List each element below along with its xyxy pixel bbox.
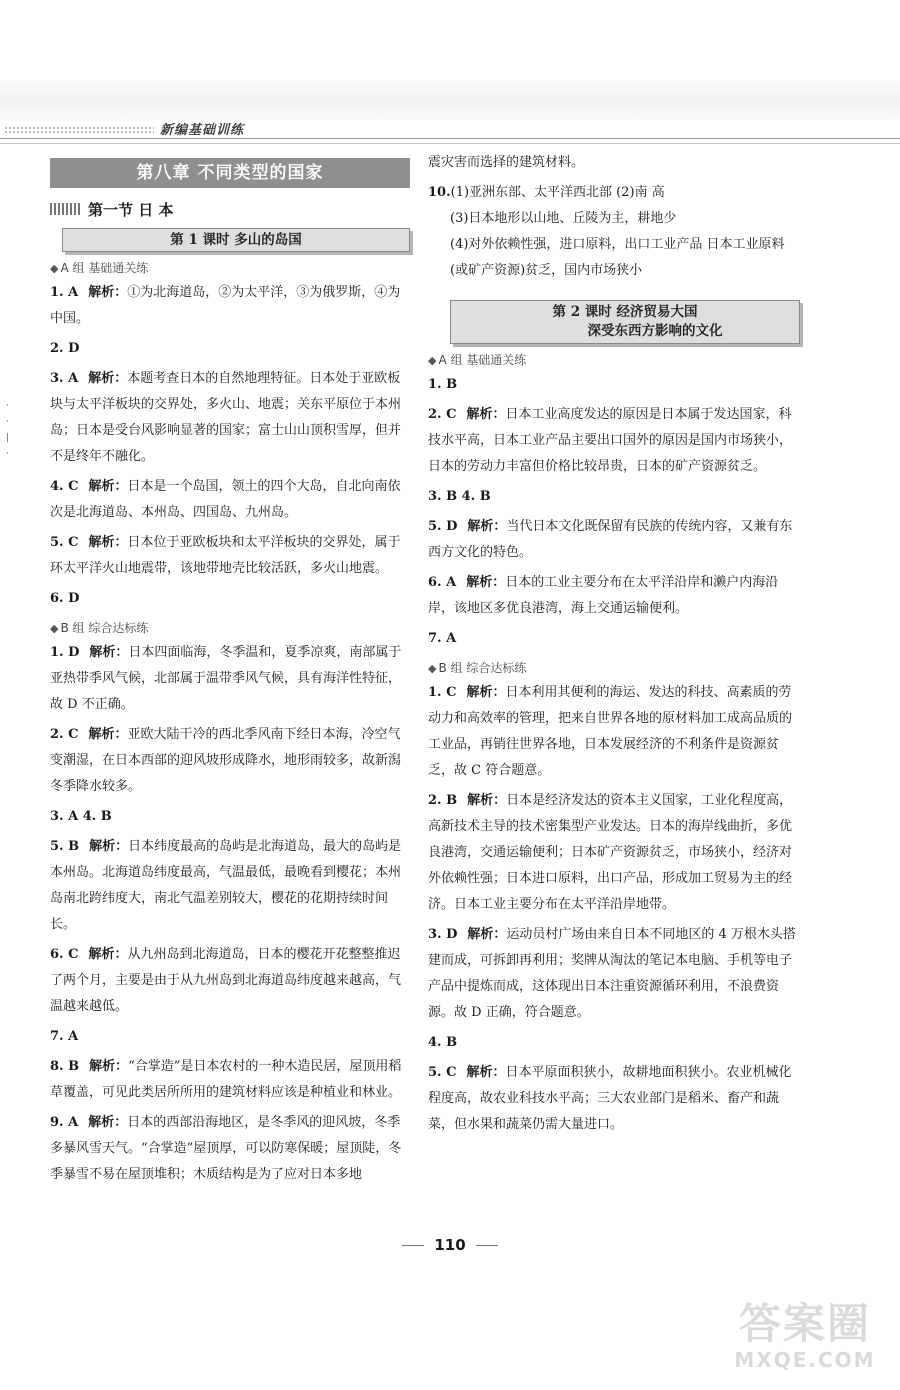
- answer-item: [428, 788, 800, 918]
- analysis-text: 运动员村广场由来自日本不同地区的 4 万根木头搭建而成，可拆卸再利用；奖牌从淘汰的笔记本电脑、手机等电子产品中提炼而成，这体现出日本注重资源循环利用，不浪费资源。故 D 正确，符合题意。: [428, 927, 796, 1020]
- answer-10-part-4: (4)对外依赖性强，进口原料，出口工业产品 日本工业原料(或矿产资源)贫乏，国内市场狭小: [450, 237, 785, 278]
- answer-item: [50, 336, 410, 362]
- analysis-label: 解析：: [467, 519, 507, 534]
- header-title: 新编基础训练: [160, 123, 245, 138]
- answer-item: [428, 922, 800, 1026]
- answer-item: [428, 372, 800, 398]
- analysis-label: 解析：: [466, 407, 506, 422]
- answer-number: 3. D: [428, 927, 458, 942]
- answer-number: 9. A: [50, 1115, 79, 1130]
- analysis-label: 解析：: [88, 371, 128, 386]
- group-a-label: ◆ A 组 基础通关练: [428, 353, 527, 367]
- diamond-icon: ◆: [50, 262, 59, 275]
- right-column: [428, 150, 800, 1142]
- footer-dash: [402, 1245, 424, 1246]
- analysis-text: 日本的西部沿海地区，是冬季风的迎风坡，冬季多暴风雪天气。“合掌造”屋顶厚，可以防寒保暖；屋顶陡，冬季暴雪不易在屋顶堆积；木质结构是为了应对日本多地: [50, 1115, 402, 1182]
- answer-item: [428, 514, 800, 566]
- analysis-label: 解析：: [88, 1115, 128, 1130]
- answer-number: 2. B: [428, 793, 458, 808]
- analysis-label: 解析：: [88, 947, 128, 962]
- answer-item: [428, 626, 800, 652]
- answer-item: [50, 586, 410, 612]
- answer-number: 7. A: [428, 631, 457, 646]
- analysis-text: “合掌造”是日本农村的一种木造民居，屋顶用稻草覆盖，可见此类居所所用的建筑材料应该是种植业和林业。: [50, 1059, 402, 1100]
- header-dot-pattern: [4, 126, 154, 134]
- answer-number: 4. C: [50, 479, 79, 494]
- answer-number: 1. D: [50, 645, 80, 660]
- answer-number: 5. D: [428, 519, 458, 534]
- lesson-2-title-line1: 第 2 课时 经济贸易大国: [552, 304, 698, 320]
- binding-marks: · · | ·: [6, 401, 10, 459]
- answer-item: [428, 1060, 800, 1138]
- answer-number: 3. A 4. B: [50, 809, 112, 824]
- analysis-label: 解析：: [89, 1059, 129, 1074]
- analysis-label: 解析：: [466, 1065, 506, 1080]
- lesson-2-title-line2: 深受东西方影响的文化: [587, 323, 723, 339]
- analysis-text: 日本利用其便利的海运、发达的科技、高素质的劳动力和高效率的管理，把来自世界各地的原材料加工成高品质的工业品，再销往世界各地，日本发展经济的不利条件是资源贫乏，故 C 符合题意。: [428, 685, 793, 778]
- answer-10-part-1: (1)亚洲东部、太平洋西北部 (2)南 高: [450, 185, 665, 200]
- answer-item: [428, 570, 800, 622]
- left-group-b-answers: [50, 640, 410, 1188]
- analysis-label: 解析：: [88, 535, 128, 550]
- answer-number: 8. B: [50, 1059, 80, 1074]
- answer-item: [50, 530, 410, 582]
- section-title: 第一节 日 本: [88, 200, 174, 219]
- analysis-label: 解析：: [467, 927, 507, 942]
- answer-number: 2. C: [428, 407, 457, 422]
- footer-dash: [476, 1245, 498, 1246]
- analysis-label: 解析：: [88, 479, 128, 494]
- page-footer: [0, 1236, 900, 1254]
- section-stripes-icon: [50, 203, 82, 215]
- answer-10-part-3: (3)日本地形以山地、丘陵为主，耕地少: [450, 211, 677, 226]
- answer-item: [428, 1030, 800, 1056]
- analysis-label: 解析：: [89, 645, 129, 660]
- diamond-icon: ◆: [50, 622, 59, 635]
- analysis-text: 日本的工业主要分布在太平洋沿岸和濑户内海沿岸，该地区多优良港湾，海上交通运输便利。: [428, 575, 779, 616]
- answer-item: [50, 1024, 410, 1050]
- answer-number: 6. D: [50, 591, 80, 606]
- analysis-label: 解析：: [466, 575, 506, 590]
- analysis-text: 本题考查日本的自然地理特征。日本处于亚欧板块与太平洋板块的交界处，多火山、地震；关东平原位于本州岛；日本是受台风影响显著的国家；富士山山顶积雪厚，但并不是终年不融化。: [50, 371, 402, 464]
- answer-number: 7. A: [50, 1029, 79, 1044]
- analysis-text: 日本工业高度发达的原因是日本属于发达国家，科技水平高，日本工业产品主要出口国外的原因是国内市场狭小，日本的劳动力丰富但价格比较昂贵，日本的矿产资源贫乏。: [428, 407, 793, 474]
- analysis-label: 解析：: [88, 285, 128, 300]
- group-a-label: ◆ A 组 基础通关练: [50, 261, 149, 275]
- page-number: 110: [434, 1236, 466, 1254]
- analysis-text: 日本四面临海，冬季温和，夏季凉爽，南部属于亚热带季风气候，北部属于温带季风气候，具有海洋性特征，故 D 不正确。: [50, 645, 402, 712]
- watermark-en: MXQE.COM: [734, 1348, 876, 1372]
- answer-item: [50, 1054, 410, 1106]
- analysis-text: 日本是经济发达的资本主义国家，工业化程度高，高新技术主导的技术密集型产业发达。日本的海岸线曲折，多优良港湾，交通运输便利；日本矿产资源贫乏，市场狭小，经济对外依赖性强；日本进口原料，出口产品，形成加工贸易为主的经济。日本工业主要分布在太平洋沿岸地带。: [428, 793, 793, 912]
- left-column: [50, 150, 410, 1192]
- analysis-label: 解析：: [88, 727, 128, 742]
- answer-number: 1. C: [428, 685, 457, 700]
- scan-shadow-band: [0, 80, 900, 120]
- answer-number: 2. D: [50, 341, 80, 356]
- right-group-b-answers: [428, 680, 800, 1138]
- answer-number: 1. B: [428, 377, 458, 392]
- answer-item: [50, 640, 410, 718]
- left-group-a-answers: [50, 280, 410, 612]
- answer-item: [50, 280, 410, 332]
- analysis-text: 从九州岛到北海道岛，日本的樱花开花整整推迟了两个月，主要是由于从九州岛到北海道岛纬度越来越高，气温越来越低。: [50, 947, 402, 1014]
- answer-item: [428, 484, 800, 510]
- answer-item: [50, 722, 410, 800]
- analysis-label: 解析：: [89, 839, 129, 854]
- answer-number: 1. A: [50, 285, 79, 300]
- analysis-text: 日本位于亚欧板块和太平洋板块的交界处，属于环太平洋火山地震带，该地带地壳比较活跃，多火山地震。: [50, 535, 401, 576]
- answer-item: [50, 474, 410, 526]
- section-heading: [50, 196, 410, 222]
- analysis-text: 日本纬度最高的岛屿是北海道岛，最大的岛屿是本州岛。北海道岛纬度最高，气温最低，最晚看到樱花；本州岛南北跨纬度大，南北气温差别较大，樱花的花期持续时间长。: [50, 839, 402, 932]
- answer-10: [428, 180, 800, 284]
- group-b-label: ◆ B 组 综合达标练: [428, 661, 527, 675]
- answer-item: [50, 834, 410, 938]
- group-b-label: ◆ B 组 综合达标练: [50, 621, 149, 635]
- analysis-text: 日本平原面积狭小，故耕地面积狭小。农业机械化程度高，故农业科技水平高；三大农业部门是稻米、畜产和蔬菜，但水果和蔬菜仍需大量进口。: [428, 1065, 792, 1132]
- watermark-logo: [720, 1300, 890, 1380]
- answer-item: [428, 402, 800, 480]
- header-rule: [0, 138, 900, 144]
- answer-number: 5. C: [50, 535, 79, 550]
- continuation-text: 震灾害而选择的建筑材料。: [428, 155, 585, 170]
- analysis-text: 亚欧大陆干冷的西北季风南下经日本海，冷空气变潮湿，在日本西部的迎风坡形成降水，地形雨较多，故新潟冬季降水较多。: [50, 727, 402, 794]
- answer-item: [428, 680, 800, 784]
- answer-number: 5. C: [428, 1065, 457, 1080]
- answer-item: [50, 942, 410, 1020]
- answer-number: 6. C: [50, 947, 79, 962]
- diamond-icon: ◆: [428, 662, 437, 675]
- right-group-a-answers: [428, 372, 800, 652]
- analysis-label: 解析：: [467, 793, 507, 808]
- analysis-label: 解析：: [466, 685, 506, 700]
- answer-number: 6. A: [428, 575, 457, 590]
- watermark-cn: 答案圈: [738, 1299, 871, 1348]
- lesson-1-box: 第 1 课时 多山的岛国: [62, 228, 410, 252]
- answer-number: 4. B: [428, 1035, 458, 1050]
- answer-item: [50, 366, 410, 470]
- answer-number: 10.: [428, 185, 451, 200]
- answer-number: 3. A: [50, 371, 79, 386]
- answer-item: [50, 804, 410, 830]
- answer-number: 5. B: [50, 839, 80, 854]
- lesson-2-box: [450, 300, 800, 344]
- chapter-banner: 第八章 不同类型的国家: [50, 158, 410, 188]
- answer-number: 3. B 4. B: [428, 489, 491, 504]
- answer-item: [50, 1110, 410, 1188]
- analysis-text: 日本是一个岛国，领土的四个大岛，自北向南依次是北海道岛、本州岛、四国岛、九州岛。: [50, 479, 401, 520]
- analysis-text: ①为北海道岛，②为太平洋，③为俄罗斯，④为中国。: [50, 285, 401, 326]
- answer-number: 2. C: [50, 727, 79, 742]
- analysis-text: 当代日本文化既保留有民族的传统内容，又兼有东西方文化的特色。: [428, 519, 793, 560]
- diamond-icon: ◆: [428, 354, 437, 367]
